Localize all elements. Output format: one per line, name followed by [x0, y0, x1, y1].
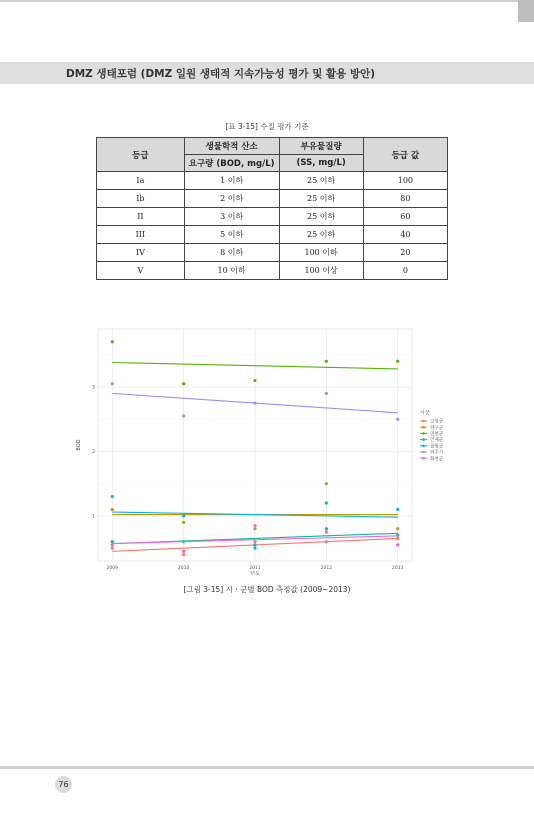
- grade-value-cell: 80: [363, 190, 447, 208]
- figure-caption: [그림 3-15] 시ㆍ군별 BOD 측정값 (2009~2013): [183, 585, 351, 594]
- bod-cell: 2 이하: [184, 190, 279, 208]
- x-tick-label: 2012: [320, 566, 333, 571]
- legend-label: 인제군: [430, 438, 444, 444]
- data-point: [325, 482, 328, 485]
- table-row: [97, 172, 448, 190]
- grade-cell: V: [97, 262, 185, 280]
- bod-cell: 1 이하: [184, 172, 279, 190]
- y-tick-label: 1: [92, 514, 95, 520]
- grade-value-cell: 100: [363, 172, 447, 190]
- grade-value-cell: 40: [363, 226, 447, 244]
- data-point: [182, 382, 185, 385]
- water-quality-grade-table: [96, 137, 448, 280]
- table-caption: [표 3-15] 수질 평가 기준: [225, 122, 309, 131]
- data-point: [325, 360, 328, 363]
- legend-label: 화천군: [430, 456, 444, 462]
- data-point: [111, 495, 114, 498]
- grade-cell: IV: [97, 244, 185, 262]
- data-point: [182, 553, 185, 556]
- data-point: [253, 543, 256, 546]
- grade-value-cell: 0: [363, 262, 447, 280]
- data-point: [111, 547, 114, 550]
- legend-label: 연천군: [430, 432, 444, 437]
- data-point: [325, 527, 328, 530]
- data-point: [325, 501, 328, 504]
- y-tick-label: 2: [92, 449, 95, 455]
- data-point: [182, 414, 185, 417]
- data-point: [253, 524, 256, 527]
- header-ss-line2: (SS, mg/L): [279, 155, 363, 172]
- legend-key-point: [422, 451, 425, 454]
- ss-cell: 25 이하: [279, 226, 363, 244]
- legend-label: 철원군: [430, 444, 444, 450]
- table-row: [97, 190, 448, 208]
- x-tick-label: 2010: [177, 566, 190, 571]
- grade-cell: Ia: [97, 172, 185, 190]
- data-point: [182, 521, 185, 524]
- data-point: [396, 537, 399, 540]
- data-point: [111, 382, 114, 385]
- legend-key-point: [422, 457, 425, 460]
- data-point: [396, 527, 399, 530]
- x-axis-label: 년도: [250, 571, 260, 575]
- x-tick-label: 2009: [106, 566, 118, 571]
- data-point: [111, 340, 114, 343]
- data-point: [253, 527, 256, 530]
- legend-key-point: [422, 420, 425, 423]
- x-tick-label: 2011: [249, 566, 261, 571]
- bod-chart: [76, 323, 456, 575]
- data-point: [253, 547, 256, 550]
- table-body: [97, 172, 448, 280]
- header-bod-line1: 생물학적 산소: [184, 138, 279, 155]
- data-point: [396, 360, 399, 363]
- grade-cell: Ib: [97, 190, 185, 208]
- data-point: [253, 402, 256, 405]
- legend-key-point: [422, 438, 425, 441]
- data-point: [325, 392, 328, 395]
- ss-cell: 25 이하: [279, 172, 363, 190]
- top-rule: [0, 0, 534, 2]
- bod-cell: 10 이하: [184, 262, 279, 280]
- legend-title: 시군: [420, 410, 430, 416]
- y-tick-label: 3: [92, 385, 95, 391]
- data-point: [182, 550, 185, 553]
- page-number: 76: [55, 776, 72, 793]
- header-bod-line2: 요구량 (BOD, mg/L): [184, 155, 279, 172]
- ss-cell: 100 이상: [279, 262, 363, 280]
- bod-cell: 3 이하: [184, 208, 279, 226]
- legend-label: 양구군: [430, 425, 444, 431]
- running-header-title: DMZ 생태포럼 (DMZ 일원 생태적 지속가능성 평가 및 활용 방안): [66, 68, 376, 80]
- table-row: [97, 226, 448, 244]
- data-point: [325, 530, 328, 533]
- x-tick-label: 2013: [392, 566, 404, 571]
- table-row: [97, 262, 448, 280]
- ss-cell: 100 이하: [279, 244, 363, 262]
- data-point: [111, 508, 114, 511]
- grade-value-cell: 20: [363, 244, 447, 262]
- bod-cell: 8 이하: [184, 244, 279, 262]
- data-point: [396, 543, 399, 546]
- header-grade-value: 등급 값: [363, 138, 447, 172]
- bod-cell: 5 이하: [184, 226, 279, 244]
- legend-key-point: [422, 432, 425, 435]
- legend-label: 파주시: [430, 450, 444, 456]
- corner-tab: [518, 0, 534, 22]
- data-point: [396, 418, 399, 421]
- table-row: [97, 244, 448, 262]
- bod-chart-svg: [76, 323, 456, 575]
- data-point: [253, 540, 256, 543]
- data-point: [396, 508, 399, 511]
- legend-key-point: [422, 445, 425, 448]
- ss-cell: 25 이하: [279, 208, 363, 226]
- data-point: [253, 379, 256, 382]
- grade-cell: III: [97, 226, 185, 244]
- header-ss-line1: 부유물질량: [279, 138, 363, 155]
- header-grade: 등급: [97, 138, 185, 172]
- table-row: [97, 208, 448, 226]
- legend-label: 고성군: [430, 419, 444, 425]
- data-point: [111, 540, 114, 543]
- y-axis-label: BOD: [76, 439, 82, 451]
- data-point: [111, 543, 114, 546]
- legend-key-point: [422, 426, 425, 429]
- grade-value-cell: 60: [363, 208, 447, 226]
- data-point: [182, 514, 185, 517]
- ss-cell: 25 이하: [279, 190, 363, 208]
- footer-rule: [0, 766, 534, 769]
- data-point: [325, 540, 328, 543]
- grade-cell: II: [97, 208, 185, 226]
